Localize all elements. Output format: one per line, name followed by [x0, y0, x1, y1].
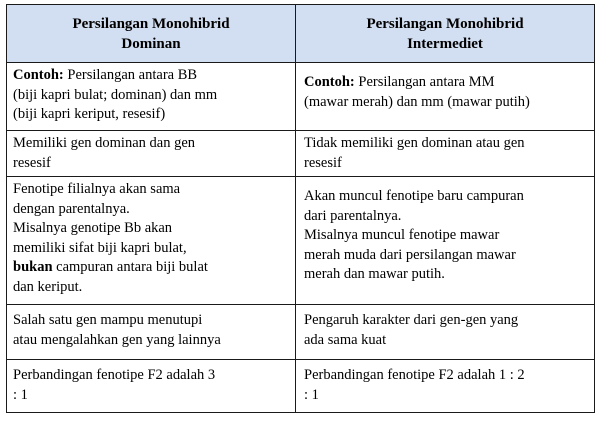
cell-dominan-effect [7, 305, 296, 360]
example-text: Persilangan antara BB [63, 67, 198, 83]
header-dominan [7, 5, 296, 63]
cell-intermediet-phenotype [296, 177, 595, 305]
cell-dominan-example [7, 63, 296, 131]
table-row [7, 131, 595, 177]
cell-dominan-phenotype [7, 177, 296, 305]
cell-dominan-ratio [7, 360, 296, 413]
text-line: ada sama kuat [304, 331, 387, 348]
text-line: campuran antara biji bulat [52, 259, 208, 275]
cell-intermediet-effect [296, 305, 595, 360]
text-line: dan keriput. [13, 278, 83, 295]
text-line: Pengaruh karakter dari gen-gen yang [304, 312, 519, 328]
text-line: merah muda dari persilangan mawar [304, 246, 516, 263]
header-intermediet-line1: Persilangan Monohibrid [366, 15, 524, 32]
text-line: : 1 [304, 386, 319, 403]
example-text: Persilangan antara MM [354, 74, 495, 90]
text-line: Fenotipe filialnya akan sama [13, 181, 181, 197]
text-line: (biji kapri keriput, resesif) [13, 106, 166, 122]
header-row [7, 5, 595, 63]
text-line: resesif [304, 154, 342, 171]
example-label: Contoh: [304, 74, 355, 90]
text-line: Tidak memiliki gen dominan atau gen [304, 135, 525, 151]
table-row [7, 63, 595, 131]
text-line: : 1 [13, 386, 28, 403]
text-line: Memiliki gen dominan dan gen [13, 135, 196, 151]
text-line: Akan muncul fenotipe baru campuran [304, 188, 524, 204]
text-line: atau mengalahkan gen yang lainnya [13, 331, 221, 348]
cell-intermediet-example [296, 63, 595, 131]
header-dominan-line2: Dominan [121, 35, 181, 52]
cell-dominan-genes [7, 131, 296, 177]
table-row [7, 360, 595, 413]
text-line: resesif [13, 154, 51, 171]
text-line: dengan parentalnya. [13, 200, 130, 217]
text-line: Salah satu gen mampu menutupi [13, 312, 203, 328]
header-dominan-line1: Persilangan Monohibrid [72, 15, 230, 32]
text-line: memiliki sifat biji kapri bulat, [13, 239, 187, 256]
text-line: dari parentalnya. [304, 207, 402, 224]
table-row [7, 177, 595, 305]
text-line: Misalnya genotipe Bb akan [13, 220, 173, 236]
text-line: Perbandingan fenotipe F2 adalah 3 [13, 367, 216, 383]
text-line: (mawar merah) dan mm (mawar putih) [304, 93, 530, 110]
example-label: Contoh: [13, 67, 64, 83]
cell-intermediet-ratio [296, 360, 595, 413]
emphasis-word: bukan [13, 259, 53, 275]
table-row [7, 305, 595, 360]
text-line: (biji kapri bulat; dominan) dan mm [13, 86, 218, 103]
header-intermediet-line2: Intermediet [407, 35, 483, 52]
text-line: Perbandingan fenotipe F2 adalah 1 : 2 [304, 367, 525, 383]
header-intermediet [296, 5, 595, 63]
text-line: Misalnya muncul fenotipe mawar [304, 227, 500, 243]
comparison-table [6, 4, 595, 413]
cell-intermediet-genes [296, 131, 595, 177]
text-line: merah dan mawar putih. [304, 266, 445, 282]
